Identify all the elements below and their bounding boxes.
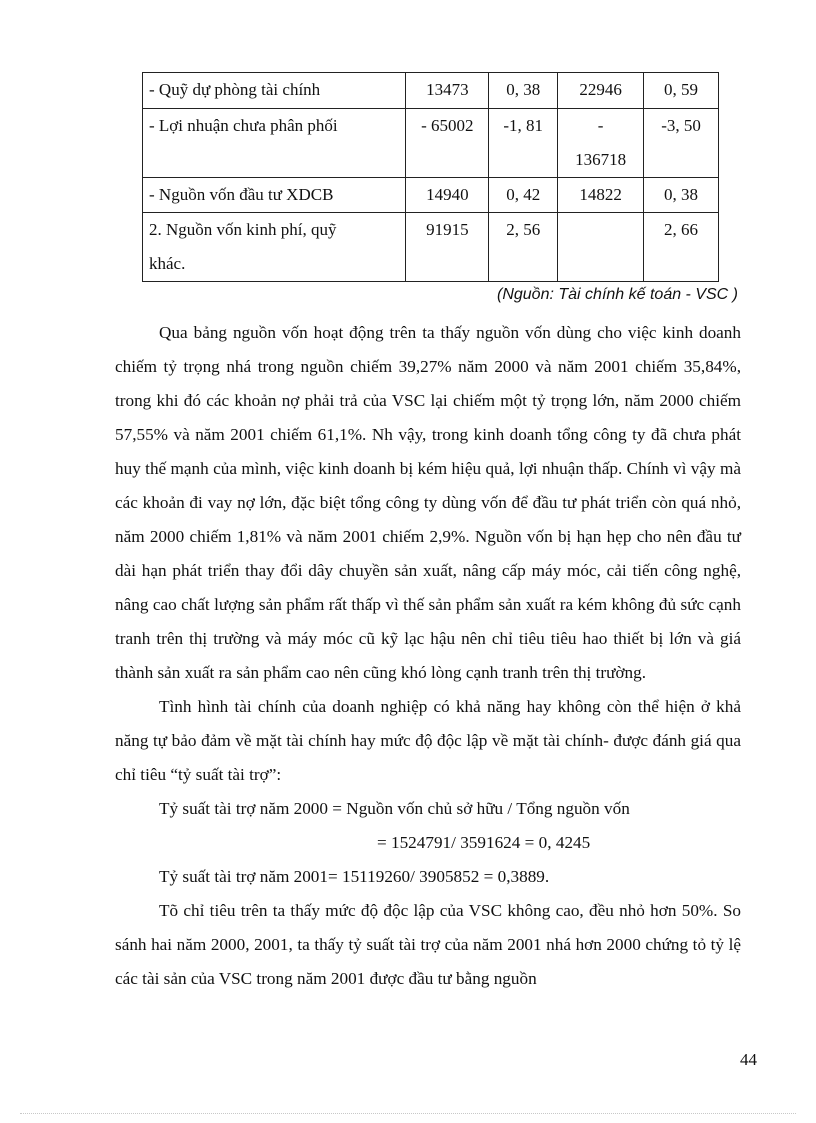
percent-2001: 0, 59 — [644, 73, 719, 109]
capital-source-table — [142, 72, 719, 282]
table-row — [143, 213, 719, 282]
row-label-line2: khác. — [149, 254, 186, 273]
value-2000: - 65002 — [406, 109, 489, 178]
row-label-line1: 2. Nguồn vốn kinh phí, quỹ — [149, 220, 337, 239]
body-text — [115, 316, 741, 996]
row-label — [143, 213, 406, 282]
table-row — [143, 109, 719, 178]
formula-2001: Tỷ suất tài trợ năm 2001= 15119260/ 3905852 = 0,3889. — [159, 867, 550, 886]
page-number: 44 — [740, 1050, 757, 1069]
value-2001-amount: 136718 — [575, 150, 627, 169]
paragraph-analysis: Qua bảng nguồn vốn hoạt động trên ta thấy nguồn vốn dùng cho việc kinh doanh chiếm tỷ trọng nhá trong nguồn chiếm 39,27% năm 2000 và năm 2001 chiếm 35,84%, trong khi đó các khoản nợ phải trả của VSC lại chiếm một tỷ trọng lớn, năm 2000 chiếm 57,55% và năm 2001 chiếm 61,1%. Nh vậy, trong kinh doanh tổng công ty đã chưa phát huy thế mạnh của mình, việc kinh doanh bị kém hiệu quả, lợi nhuận thấp. Chính vì vậy mà các khoản đi vay nợ lớn, đặc biệt tổng công ty dùng vốn để đầu tư phát triển còn quá nhỏ, năm 2000 chiếm 1,81% và năm 2001 chiếm 2,9%. Nguồn vốn bị hạn hẹp cho nên đầu tư dài hạn phát triển thay đổi dây chuyền sản xuất, nâng cấp máy móc, cải tiến công nghệ, nâng cao chất lượng sản phẩm rất thấp vì thế sản phẩm sản xuất ra kém không đủ sức cạnh tranh trên thị trường và máy móc cũ kỹ lạc hậu nên chỉ tiêu tiêu hao thiết bị lớn và giá thành sản xuất ra sản phẩm cao nên cũng khó lòng cạnh tranh trên thị trường. — [115, 323, 741, 682]
value-2000: 91915 — [406, 213, 489, 282]
row-label: - Lợi nhuận chưa phân phối — [143, 109, 406, 178]
percent-2000: 2, 56 — [489, 213, 558, 282]
paragraph-conclusion: Tõ chỉ tiêu trên ta thấy mức độ độc lập của VSC không cao, đều nhỏ hơn 50%. So sánh hai năm 2000, 2001, ta thấy tỷ suất tài trợ của năm 2001 nhá hơn 2000 chứng tỏ tỷ lệ các tài sản của VSC trong năm 2001 được đầu tư bằng nguồn — [115, 901, 741, 988]
footer-divider — [20, 1113, 796, 1114]
percent-2000: -1, 81 — [489, 109, 558, 178]
formula-2000-result: = 1524791/ 3591624 = 0, 4245 — [377, 833, 591, 852]
table-row — [143, 178, 719, 213]
percent-2001: 2, 66 — [644, 213, 719, 282]
percent-2000: 0, 42 — [489, 178, 558, 213]
paragraph-financing-ratio-intro: Tình hình tài chính của doanh nghiệp có khả năng hay không còn thể hiện ở khả năng tự bảo đảm về mặt tài chính hay mức độ độc lập về mặt tài chính- được đánh giá qua chỉ tiêu “tỷ suất tài trợ”: — [115, 697, 741, 784]
table-source-note: (Nguồn: Tài chính kế toán - VSC ) — [497, 286, 738, 303]
table-row — [143, 73, 719, 109]
value-2001 — [558, 109, 644, 178]
value-2000: 14940 — [406, 178, 489, 213]
value-2001 — [558, 213, 644, 282]
value-2001-sign: - — [597, 116, 604, 135]
value-2001: 14822 — [558, 178, 644, 213]
value-2000: 13473 — [406, 73, 489, 109]
formula-2000: Tỷ suất tài trợ năm 2000 = Nguồn vốn chủ sở hữu / Tổng nguồn vốn — [159, 799, 630, 818]
row-label: - Nguồn vốn đầu tư XDCB — [143, 178, 406, 213]
percent-2001: -3, 50 — [644, 109, 719, 178]
percent-2000: 0, 38 — [489, 73, 558, 109]
value-2001: 22946 — [558, 73, 644, 109]
row-label: - Quỹ dự phòng tài chính — [143, 73, 406, 109]
percent-2001: 0, 38 — [644, 178, 719, 213]
